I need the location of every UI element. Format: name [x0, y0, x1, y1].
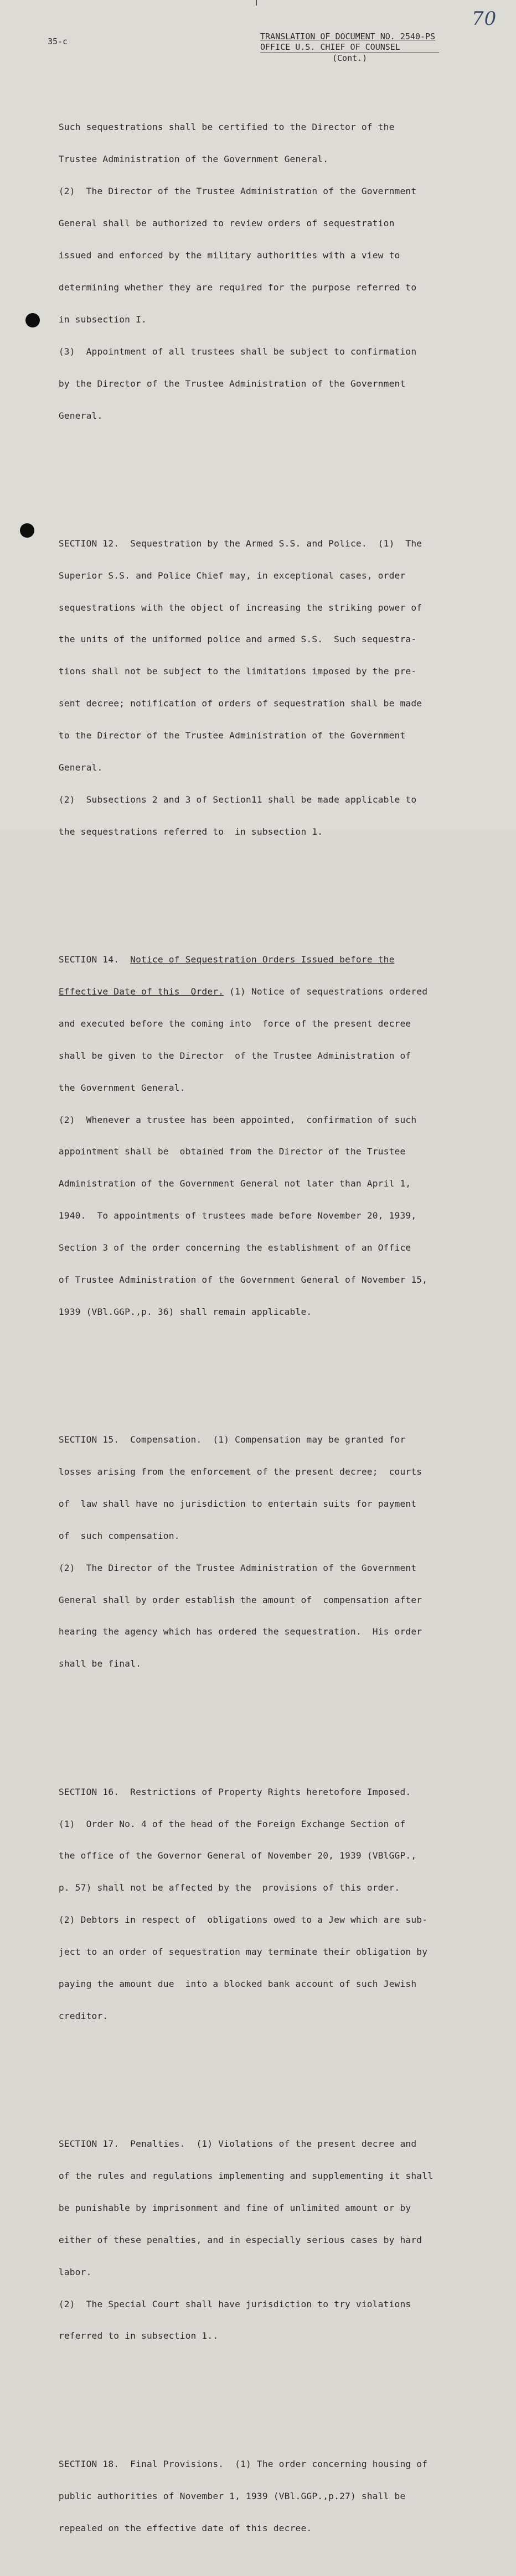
text-line: Section 3 of the order concerning the establishment of an Office: [42, 1242, 411, 1253]
text-line: (2) Whenever a trustee has been appointed, confirmation of such: [42, 1114, 417, 1125]
text-line: Trustee Administration of the Government General.: [42, 154, 329, 165]
text-line: the Government General.: [42, 1082, 185, 1093]
text-line: (3) Appointment of all trustees shall be subject to confirmation: [42, 346, 417, 357]
text-line: 1940. To appointments of trustees made before November 20, 1939,: [42, 1210, 417, 1221]
text-line: SECTION 17. Penalties. (1) Violations of the present decree and: [42, 2138, 417, 2150]
text-line: the sequestrations referred to in subsection 1.: [42, 826, 323, 837]
heading-indent: [42, 986, 59, 997]
text-line: in subsection I.: [42, 314, 147, 325]
text-line: tions shall not be subject to the limitations imposed by the pre-: [42, 666, 417, 677]
text-line: ject to an order of sequestration may terminate their obligation by: [42, 1947, 428, 1958]
text-line: labor.: [42, 2266, 92, 2277]
text-line: General shall by order establish the amount of compensation after: [42, 1594, 422, 1605]
text-line: shall be given to the Director of the Trustee Administration of: [42, 1050, 411, 1061]
text-line: losses arising from the enforcement of the present decree; courts: [42, 1466, 422, 1477]
text-line: either of these penalties, and in especially serious cases by hard: [42, 2234, 422, 2245]
document-code: 35-c: [48, 37, 68, 46]
text-line: paying the amount due into a blocked bank account of such Jewish: [42, 1978, 417, 1989]
handwritten-page-number: 70: [472, 8, 497, 30]
translation-header: [260, 32, 439, 64]
paragraph-continuation: [42, 101, 479, 443]
header-line-3: (Cont.): [332, 53, 368, 63]
text-line: (2) The Director of the Trustee Administration of the Government: [42, 186, 417, 197]
text-line: p. 57) shall not be affected by the provisions of this order.: [42, 1882, 400, 1893]
section-17: [42, 2117, 479, 2363]
heading-underlined: Notice of Sequestration Orders Issued before the: [130, 954, 395, 965]
text-line: referred to in subsection 1..: [42, 2330, 219, 2341]
text-line: of Trustee Administration of the Government General of November 15,: [42, 1274, 428, 1285]
text-line: public authorities of November 1, 1939 (VBl.GGP.,p.27) shall be: [42, 2490, 406, 2501]
text-line: Such sequestrations shall be certified to the Director of the: [42, 122, 395, 133]
text-line: (2) Subsections 2 and 3 of Section11 shall be made applicable to: [42, 794, 417, 805]
text-line: determining whether they are required for the purpose referred to: [42, 282, 417, 293]
text-line: appointment shall be obtained from the Director of the Trustee: [42, 1146, 406, 1157]
heading-underlined-2: Effective Date of this Order.: [58, 986, 224, 997]
text-line: sequestrations with the object of increasing the striking power of: [42, 602, 422, 613]
section-14: [42, 933, 479, 1338]
text-line: of such compensation.: [42, 1530, 180, 1541]
section-15: [42, 1413, 479, 1691]
text-line: (1) Order No. 4 of the head of the Foreign Exchange Section of: [42, 1818, 406, 1829]
text-line: of law shall have no jurisdiction to entertain suits for payment: [42, 1498, 417, 1509]
section-16: [42, 1765, 479, 2043]
text-line: repealed on the effective date of this decree.: [42, 2522, 312, 2533]
text-line: (2) Debtors in respect of obligations owed to a Jew which are sub-: [42, 1914, 428, 1926]
punch-hole: [20, 523, 34, 538]
text-line: of the rules and regulations implementing and supplementing it shall: [42, 2171, 434, 2181]
punch-hole: [25, 313, 40, 327]
text-line: issued and enforced by the military authorities with a view to: [42, 250, 400, 261]
text-line: (2) The Special Court shall have jurisdiction to try violations: [42, 2298, 411, 2309]
document-body: [42, 69, 479, 2576]
text-line: (2) The Director of the Trustee Administration of the Government: [42, 1562, 417, 1573]
text-line: be punishable by imprisonment and fine of unlimited amount or by: [42, 2202, 411, 2213]
text-line: shall be final.: [42, 1658, 142, 1669]
text-line: by the Director of the Trustee Administration of the Government: [42, 378, 406, 389]
text-line: General shall be authorized to review orders of sequestration: [42, 218, 395, 229]
text-line: General.: [42, 410, 103, 421]
text-line: and executed before the coming into force of the present decree: [42, 1018, 411, 1029]
text-line: SECTION 12. Sequestration by the Armed S.S. and Police. (1) The: [42, 538, 422, 549]
text-line: sent decree; notification of orders of sequestration shall be made: [42, 698, 422, 709]
section-18: [42, 2437, 479, 2554]
text-line: 1939 (VBl.GGP.,p. 36) shall remain applicable.: [42, 1306, 312, 1317]
section-14-heading-line-1: [42, 954, 479, 965]
section-12: [42, 517, 479, 858]
text-line: SECTION 15. Compensation. (1) Compensation may be granted for: [42, 1434, 406, 1445]
text-line: SECTION 16. Restrictions of Property Rights heretofore Imposed.: [42, 1786, 411, 1797]
section-14-heading-line-2: [42, 986, 479, 997]
heading-rest: (1) Notice of sequestrations ordered: [224, 986, 428, 997]
header-line-1: TRANSLATION OF DOCUMENT NO. 2540-PS: [260, 32, 436, 41]
top-edge-mark: [256, 0, 257, 6]
text-line: the office of the Governor General of November 20, 1939 (VBlGGP.,: [42, 1850, 417, 1861]
text-line: General.: [42, 762, 103, 773]
text-line: creditor.: [42, 2010, 109, 2021]
header-line-2: OFFICE U.S. CHIEF OF COUNSEL: [260, 42, 439, 53]
text-line: to the Director of the Trustee Administration of the Government: [42, 730, 406, 741]
text-line: Administration of the Government General not later than April 1,: [42, 1178, 411, 1189]
text-line: hearing the agency which has ordered the sequestration. His order: [42, 1626, 422, 1637]
text-line: SECTION 18. Final Provisions. (1) The order concerning housing of: [42, 2458, 428, 2469]
text-line: Superior S.S. and Police Chief may, in exceptional cases, order: [42, 570, 406, 581]
heading-prefix: SECTION 14.: [42, 954, 131, 965]
text-line: the units of the uniformed police and armed S.S. Such sequestra-: [42, 634, 417, 645]
